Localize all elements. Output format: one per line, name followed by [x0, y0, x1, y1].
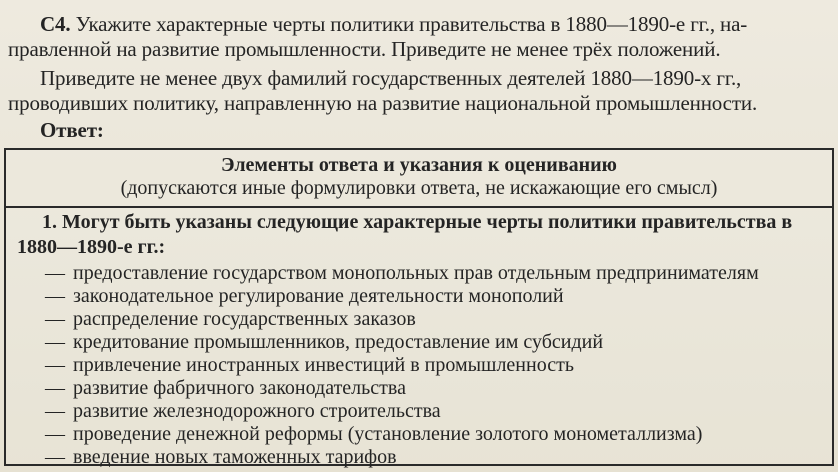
- list-item: [45, 262, 759, 285]
- table-header-title: Элементы ответа и указания к оцениванию: [221, 154, 617, 176]
- list-item: [45, 354, 759, 377]
- question-line-1: [40, 12, 747, 36]
- question-line-3: Приведите не менее двух фамилий государственных деятелей 1880—1890-х гг.,: [40, 66, 742, 90]
- table-header: [6, 150, 832, 208]
- list-item: [45, 285, 759, 308]
- list-item: [45, 331, 759, 354]
- question-line-2: правленной на развитие промышленности. Приведите не менее трёх положений.: [8, 37, 721, 61]
- list-item: [45, 446, 759, 469]
- list-item-text: введение новых таможенных тарифов: [73, 446, 397, 468]
- list-item: [45, 400, 759, 423]
- dash-marker: —: [45, 400, 65, 422]
- list-item-text: предоставление государством монопольных прав отдельным предпринимателям: [73, 262, 759, 284]
- dash-marker: —: [45, 423, 65, 445]
- dash-marker: —: [45, 354, 65, 376]
- dash-marker: —: [45, 377, 65, 399]
- list-item-text: законодательное регулирование деятельности монополий: [73, 285, 564, 307]
- policy-features-list: [45, 262, 759, 469]
- dash-marker: —: [45, 285, 65, 307]
- dash-marker: —: [45, 331, 65, 353]
- answer-label: Ответ:: [40, 118, 104, 142]
- answer-table: [4, 148, 834, 466]
- question-label: С4.: [40, 12, 71, 36]
- dash-marker: —: [45, 446, 65, 468]
- list-item-text: привлечение иностранных инвестиций в промышленность: [73, 354, 574, 376]
- list-item: [45, 308, 759, 331]
- list-item-text: развитие фабричного законодательства: [73, 377, 406, 399]
- table-body: [6, 208, 832, 466]
- list-item-text: кредитование промышленников, предоставление им субсидий: [73, 331, 604, 353]
- point-1-title-line-2: 1880—1890-е гг.:: [17, 236, 166, 258]
- list-item: [45, 377, 759, 400]
- question-text-1: Укажите характерные черты политики правительства в 1880—1890-е гг., на-: [75, 12, 748, 36]
- list-item-text: развитие железнодорожного строительства: [73, 400, 441, 422]
- point-1-title-line-1: 1. Могут быть указаны следующие характерные черты политики правительства в: [42, 211, 793, 233]
- dash-marker: —: [45, 308, 65, 330]
- dash-marker: —: [45, 262, 65, 284]
- question-line-4: проводивших политику, направленную на развитие национальной промышленности.: [8, 91, 758, 115]
- list-item: [45, 423, 759, 446]
- list-item-text: распределение государственных заказов: [73, 308, 416, 330]
- list-item-text: проведение денежной реформы (установление золотого монометаллизма): [73, 423, 703, 445]
- table-header-subtitle: (допускаются иные формулировки ответа, не искажающие его смысл): [120, 177, 718, 199]
